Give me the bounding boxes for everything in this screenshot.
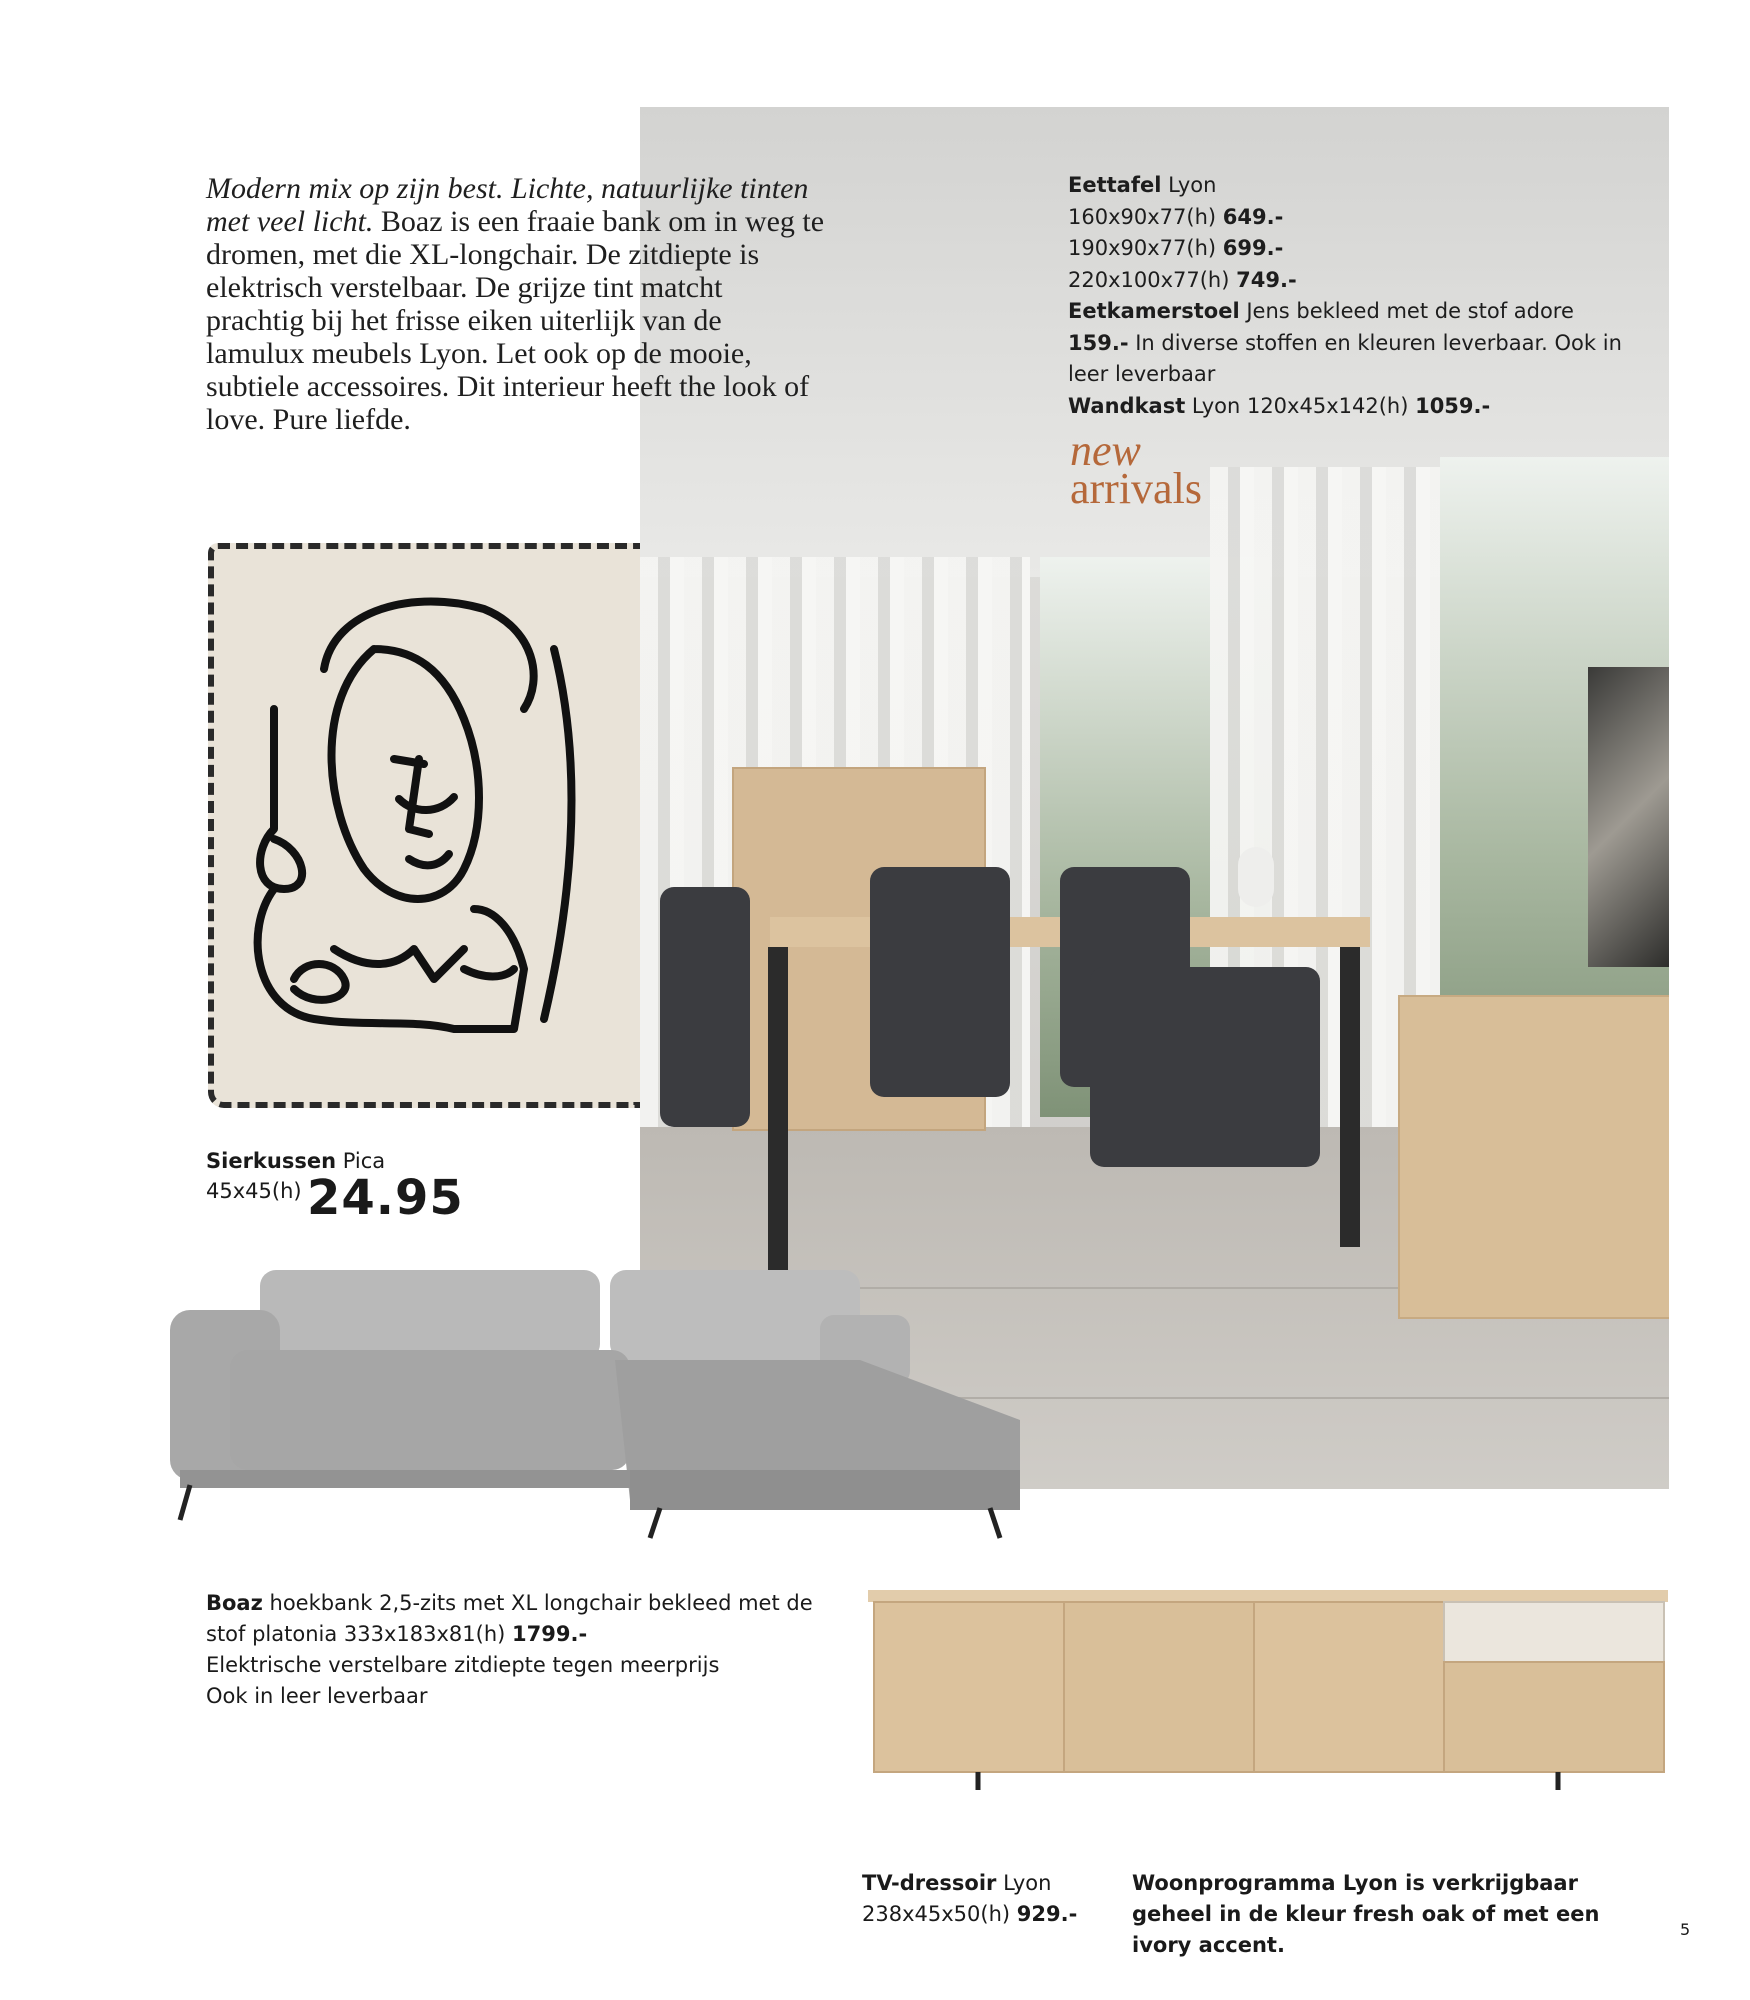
- intro-body: Boaz is een fraaie bank om in weg te dromen, met die XL-longchair. De zitdiepte is elektrisch verstelbaar. De grijze tint matcht prachtig bij het frisse eiken uiterlijk van de lamulux meubels Lyon. Let ook op de mooie, subtiele accessoires. Dit interieur heeft the look of love. Pure liefde.: [206, 205, 825, 436]
- face-line-art-icon: [214, 549, 640, 1102]
- spec-table: Eettafel Lyon: [1068, 173, 1217, 197]
- new-arrivals-badge: new arrivals: [1070, 426, 1202, 513]
- vase: [1238, 847, 1274, 907]
- sideboard: [1398, 995, 1669, 1319]
- sofa-icon: [160, 1270, 1040, 1540]
- page-number: 5: [1680, 1920, 1691, 1939]
- boaz-description: Boaz hoekbank 2,5-zits met XL longchair bekleed met de stof platonia 333x183x81(h) 1799.- Elektrische verstelbare zitdiepte tegen meerprijs Ook in leer leverbaar: [206, 1591, 813, 1708]
- sofa-image: [160, 1270, 1040, 1540]
- lyon-note: Woonprogramma Lyon is verkrijgbaar geheel in de kleur fresh oak of met een ivory accent.: [1132, 1871, 1600, 1957]
- spec-size-row: 220x100x77(h) 749.-: [1068, 267, 1297, 292]
- dining-chair: [1090, 967, 1320, 1167]
- cushion-price: 24.95: [307, 1170, 464, 1226]
- intro-italic: Modern mix op zijn best. Lichte, natuurlijke tinten met veel licht.: [206, 172, 809, 238]
- spec-size-row: 160x90x77(h) 649.-: [1068, 204, 1284, 229]
- spec-chair: Eetkamerstoel Jens bekleed met de stof adore 159.- In diverse stoffen en kleuren leverbaar. Ook in leer leverbaar: [1068, 299, 1622, 386]
- cushion-image: [208, 543, 640, 1108]
- cushion-label: Sierkussen Pica 45x45(h): [206, 1149, 386, 1203]
- intro-text: [206, 172, 826, 436]
- dining-chair: [870, 867, 1010, 1097]
- dining-chair: [660, 887, 750, 1127]
- tv-dressoir-image: [868, 1590, 1668, 1790]
- spec-size-row: 190x90x77(h) 699.-: [1068, 236, 1284, 260]
- tv-dressoir-description: TV-dressoir Lyon 238x45x50(h) 929.-: [862, 1871, 1078, 1926]
- dressoir-icon: [868, 1590, 1668, 1790]
- painting: [1588, 667, 1669, 967]
- dining-specs: [1068, 170, 1628, 422]
- spec-cabinet: Wandkast Lyon 120x45x142(h) 1059.-: [1068, 393, 1491, 418]
